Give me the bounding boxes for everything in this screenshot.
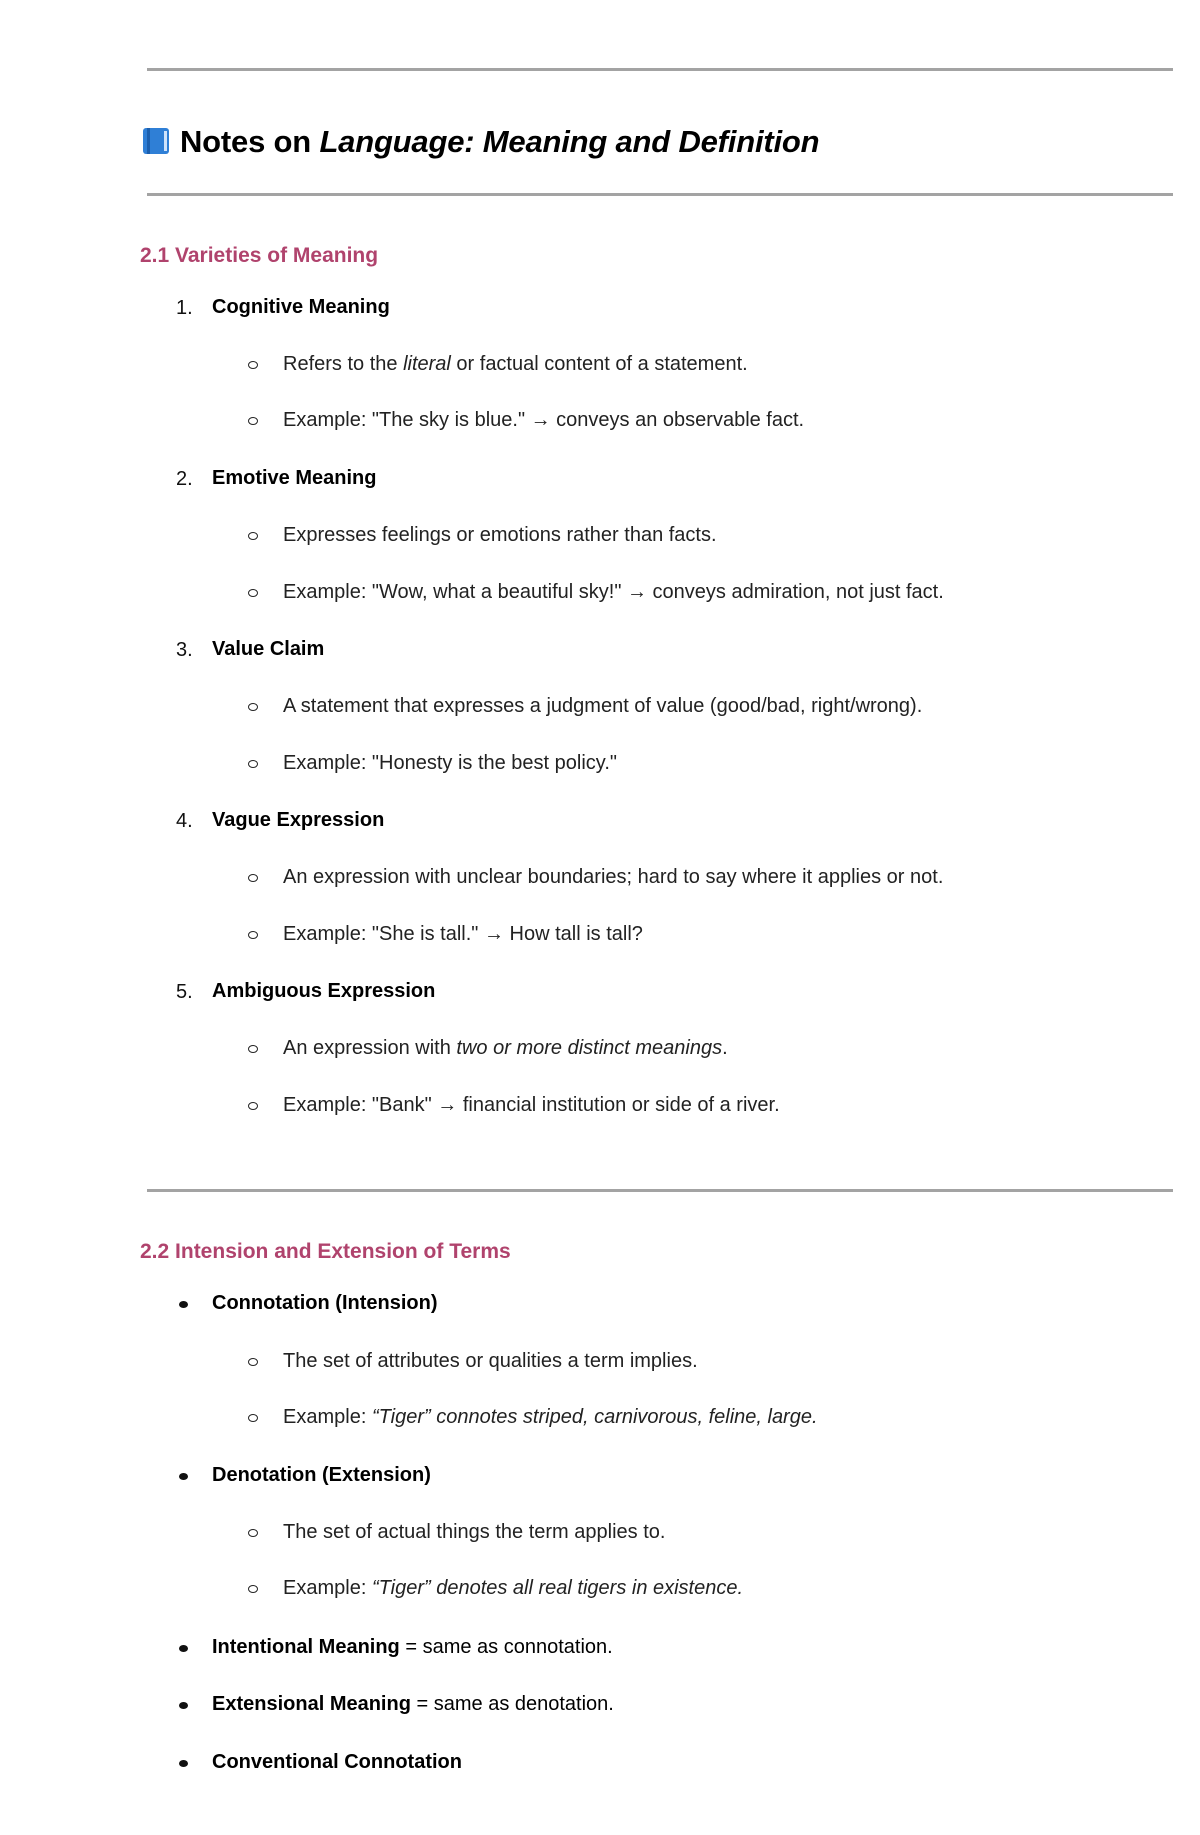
- hollow-bullet-icon: [248, 589, 258, 597]
- list-subitem: Example: "Honesty is the best policy.": [283, 752, 617, 774]
- section-divider: [147, 1189, 1173, 1192]
- list-subitem: Refers to the literal or factual content of a statement.: [283, 353, 748, 375]
- hollow-bullet-icon: [248, 1529, 258, 1537]
- list-number: 5.: [176, 981, 193, 1003]
- solid-bullet-icon: [179, 1645, 188, 1652]
- hollow-bullet-icon: [248, 931, 258, 939]
- hollow-bullet-icon: [248, 417, 258, 425]
- list-item-label: Value Claim: [212, 638, 325, 660]
- list-subitem: Example: "She is tall." → How tall is tall?: [283, 923, 643, 945]
- list-item-label: Extensional Meaning = same as denotation.: [212, 1693, 614, 1715]
- solid-bullet-icon: [179, 1760, 188, 1767]
- list-subitem: An expression with unclear boundaries; hard to say where it applies or not.: [283, 866, 944, 888]
- list-item-label: Denotation (Extension): [212, 1464, 431, 1486]
- list-number: 3.: [176, 639, 193, 661]
- list-subitem: A statement that expresses a judgment of value (good/bad, right/wrong).: [283, 695, 923, 717]
- list-number: 4.: [176, 810, 193, 832]
- title-divider: [147, 193, 1173, 196]
- solid-bullet-icon: [179, 1473, 188, 1480]
- section-heading-varieties: 2.1 Varieties of Meaning: [140, 244, 379, 267]
- solid-bullet-icon: [179, 1702, 188, 1709]
- list-item-label: Intentional Meaning = same as connotation.: [212, 1636, 613, 1658]
- blue-book-icon: [142, 127, 170, 155]
- list-subitem: Example: "Wow, what a beautiful sky!" → conveys admiration, not just fact.: [283, 581, 944, 603]
- list-number: 2.: [176, 468, 193, 490]
- section-heading-intension-extension: 2.2 Intension and Extension of Terms: [140, 1240, 511, 1263]
- hollow-bullet-icon: [248, 1045, 258, 1053]
- list-number: 1.: [176, 297, 193, 319]
- list-item-label: Ambiguous Expression: [212, 980, 436, 1002]
- hollow-bullet-icon: [248, 703, 258, 711]
- list-item-label: Connotation (Intension): [212, 1292, 438, 1314]
- title-prefix: Notes on: [180, 124, 320, 159]
- hollow-bullet-icon: [248, 874, 258, 882]
- hollow-bullet-icon: [248, 1414, 258, 1422]
- hollow-bullet-icon: [248, 1358, 258, 1366]
- list-item-label: Vague Expression: [212, 809, 385, 831]
- top-divider: [147, 68, 1173, 71]
- title-italic: Language: Meaning and Definition: [319, 124, 820, 159]
- list-subitem: An expression with two or more distinct meanings.: [283, 1037, 728, 1059]
- list-subitem: Example: "Bank" → financial institution or side of a river.: [283, 1094, 780, 1116]
- list-item-label: Conventional Connotation: [212, 1751, 462, 1773]
- hollow-bullet-icon: [248, 1102, 258, 1110]
- hollow-bullet-icon: [248, 760, 258, 768]
- list-item-label: Emotive Meaning: [212, 467, 377, 489]
- list-subitem: Example: "The sky is blue." → conveys an observable fact.: [283, 409, 805, 431]
- page-title: [142, 124, 819, 160]
- list-subitem: The set of actual things the term applies to.: [283, 1521, 666, 1543]
- hollow-bullet-icon: [248, 532, 258, 540]
- list-subitem: Expresses feelings or emotions rather than facts.: [283, 524, 717, 546]
- hollow-bullet-icon: [248, 361, 258, 369]
- list-subitem: The set of attributes or qualities a term implies.: [283, 1350, 698, 1372]
- solid-bullet-icon: [179, 1301, 188, 1308]
- list-subitem: Example: “Tiger” connotes striped, carnivorous, feline, large.: [283, 1406, 818, 1428]
- hollow-bullet-icon: [248, 1585, 258, 1593]
- list-subitem: Example: “Tiger” denotes all real tigers in existence.: [283, 1577, 744, 1599]
- list-item-label: Cognitive Meaning: [212, 296, 390, 318]
